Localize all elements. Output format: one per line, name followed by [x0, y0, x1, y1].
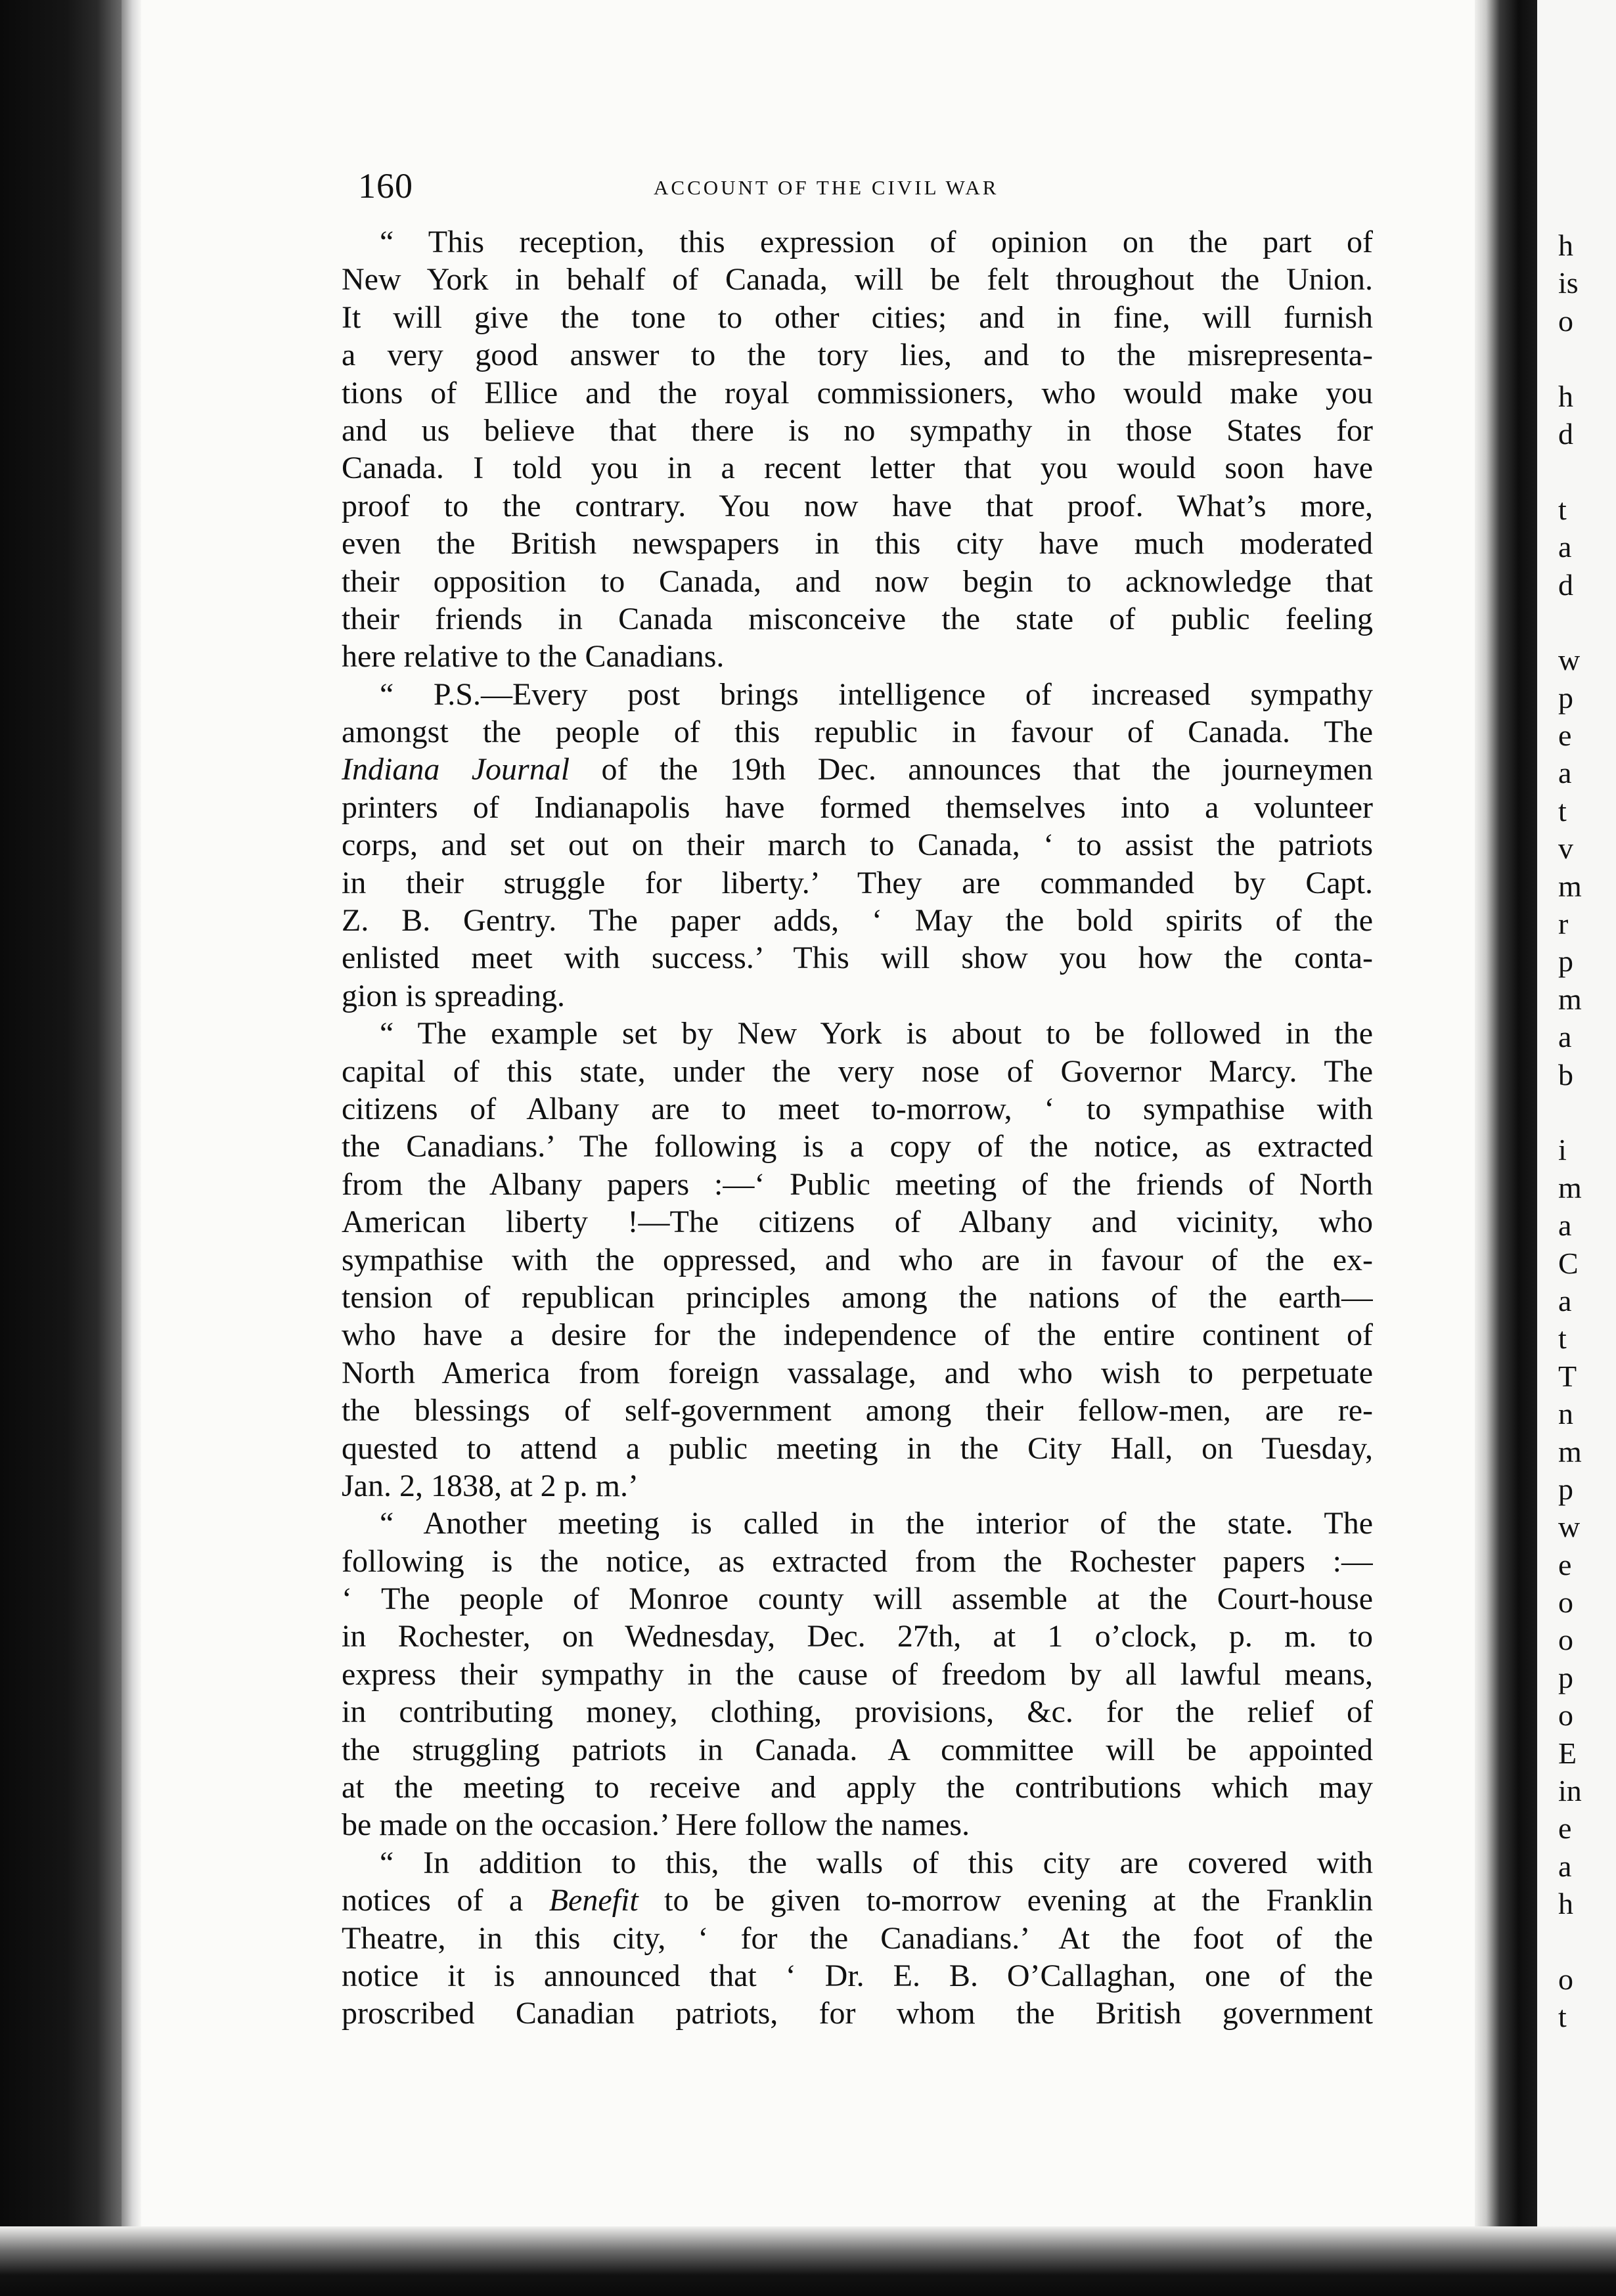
text-line-with-italic: Indiana Journal of the 19th Dec. announces that the journeymen — [342, 752, 1373, 787]
facing-fragment: h — [1558, 229, 1573, 262]
facing-fragment: d — [1558, 567, 1573, 602]
book-binding-shadow-left — [0, 0, 122, 2296]
facing-fragment: C — [1558, 1246, 1579, 1280]
italic-title-indiana-journal: Indiana Journal — [342, 752, 570, 787]
facing-fragment: o — [1558, 303, 1573, 338]
facing-fragment: a — [1558, 1020, 1572, 1054]
facing-fragment: h — [1558, 379, 1573, 413]
text-line: Theatre, in this city, ‘ for the Canadians.’ At the foot of the — [342, 1920, 1373, 1956]
text-line: their opposition to Canada, and now begin to acknowledge that — [342, 563, 1373, 599]
facing-fragment: p — [1558, 944, 1573, 979]
facing-fragment: e — [1558, 1811, 1572, 1845]
text-line: in Rochester, on Wednesday, Dec. 27th, at 1 o’clock, p. m. to — [342, 1619, 1373, 1654]
text-line: It will give the tone to other cities; and in fine, will furnish — [342, 299, 1373, 335]
text-line: tension of republican principles among the nations of the earth— — [342, 1279, 1373, 1315]
text-line: at the meeting to receive and apply the contributions which may — [342, 1770, 1373, 1805]
facing-fragment: d — [1558, 416, 1573, 451]
text-line: capital of this state, under the very nose of Governor Marcy. The — [342, 1053, 1373, 1089]
facing-fragment — [1558, 1923, 1616, 1960]
facing-fragment: a — [1558, 1208, 1572, 1243]
facing-fragment: t — [1558, 1321, 1567, 1356]
text-line: ‘ The people of Monroe county will assemble at the Court-house — [342, 1581, 1373, 1617]
facing-fragment: a — [1558, 530, 1572, 564]
text-line: corps, and set out on their march to Canada, ‘ to assist the patriots — [342, 828, 1373, 863]
text-line: proscribed Canadian patriots, for whom the British government — [342, 1996, 1373, 2031]
text-line: North America from foreign vassalage, and who wish to perpetuate — [342, 1355, 1373, 1390]
facing-fragment: e — [1558, 718, 1572, 753]
facing-fragment: p — [1558, 680, 1573, 715]
text-line: quested to attend a public meeting in the City Hall, on Tuesday, — [342, 1430, 1373, 1466]
text-line: enlisted meet with success.’ This will show you how the conta- — [342, 940, 1373, 976]
text-line: “ This reception, this expression of opinion on the part of — [380, 225, 1373, 259]
text-line: and us believe that there is no sympathy in those States for — [342, 412, 1373, 448]
text-line: Canada. I told you in a recent letter that you would soon have — [342, 451, 1373, 486]
facing-fragment: w — [1558, 643, 1581, 677]
text-line: “ The example set by New York is about to be followed in the — [380, 1016, 1373, 1051]
main-text-block — [342, 223, 1373, 2033]
text-line: gion is spreading. — [342, 978, 565, 1013]
text-line: in contributing money, clothing, provisions, &c. for the relief of — [342, 1694, 1373, 1730]
text-line: American liberty !—The citizens of Albany and vicinity, who — [342, 1204, 1373, 1240]
facing-fragment: w — [1558, 1510, 1581, 1544]
facing-fragment: o — [1558, 1585, 1573, 1620]
facing-fragment: p — [1558, 1472, 1573, 1506]
text-line: notice it is announced that ‘ Dr. E. B. O’Callaghan, one of the — [342, 1958, 1373, 1993]
facing-fragment — [1558, 604, 1616, 641]
text-line: tions of Ellice and the royal commissioners, who would make you — [342, 375, 1373, 410]
facing-fragment: v — [1558, 831, 1573, 866]
text-line: sympathise with the oppressed, and who are in favour of the ex- — [342, 1242, 1373, 1277]
facing-fragment: a — [1558, 1849, 1572, 1883]
text-line: from the Albany papers :—‘ Public meeting of the friends of North — [342, 1166, 1373, 1202]
page-edge-left — [122, 0, 141, 2296]
facing-fragment: r — [1558, 907, 1569, 941]
text-line: the Canadians.’ The following is a copy of the notice, as extracted — [342, 1129, 1373, 1164]
facing-fragment: is — [1558, 266, 1579, 300]
text-line: Z. B. Gentry. The paper adds, ‘ May the bold spirits of the — [342, 903, 1373, 938]
facing-fragment: E — [1558, 1736, 1577, 1770]
facing-page-text-fragments — [1558, 227, 1616, 2036]
facing-fragment — [1558, 453, 1616, 490]
text-line: Jan. 2, 1838, at 2 p. m.’ — [342, 1468, 639, 1503]
book-gutter-shadow-right — [1475, 0, 1537, 2296]
text-line: “ P.S.—Every post brings intelligence of increased sympathy — [380, 676, 1373, 712]
facing-fragment: h — [1558, 1887, 1573, 1921]
text-line: a very good answer to the tory lies, and to the misrepresenta- — [342, 338, 1373, 373]
facing-fragment: a — [1558, 1283, 1572, 1317]
facing-fragment — [1558, 1093, 1616, 1131]
text-line: here relative to the Canadians. — [342, 639, 725, 674]
facing-fragment: p — [1558, 1660, 1573, 1694]
text-line: even the British newspapers in this city have much moderated — [342, 526, 1373, 562]
facing-fragment: e — [1558, 1547, 1572, 1581]
text-line: following is the notice, as extracted from the Rochester papers :— — [342, 1543, 1373, 1579]
facing-fragment: t — [1558, 2000, 1567, 2034]
facing-fragment: m — [1558, 869, 1582, 903]
facing-fragment: a — [1558, 756, 1572, 790]
text-line: proof to the contrary. You now have that proof. What’s more, — [342, 488, 1373, 523]
italic-word-benefit: Benefit — [549, 1883, 639, 1918]
bottom-edge-shadow — [0, 2226, 1616, 2296]
text-line-with-italic: notices of a Benefit to be given to-morrow evening at the Franklin — [342, 1883, 1373, 1918]
facing-fragment: n — [1558, 1397, 1573, 1431]
text-line: “ Another meeting is called in the interior of the state. The — [380, 1506, 1373, 1541]
text-line: their friends in Canada misconceive the state of public feeling — [342, 601, 1373, 636]
page-number: 160 — [358, 166, 413, 206]
text-line: the struggling patriots in Canada. A committee will be appointed — [342, 1732, 1373, 1767]
facing-fragment — [1558, 340, 1616, 377]
page-header — [358, 163, 1370, 209]
facing-fragment: o — [1558, 1698, 1573, 1733]
text-line: printers of Indianapolis have formed themselves into a volunteer — [342, 789, 1373, 825]
facing-fragment: o — [1558, 1962, 1573, 1996]
text-line: “ In addition to this, the walls of this city are covered with — [380, 1845, 1373, 1880]
facing-fragment: in — [1558, 1774, 1582, 1808]
facing-fragment: m — [1558, 1434, 1582, 1468]
facing-fragment: T — [1558, 1359, 1577, 1393]
text-line: New York in behalf of Canada, will be felt throughout the Union. — [342, 262, 1373, 298]
text-line: citizens of Albany are to meet to-morrow, ‘ to sympathise with — [342, 1091, 1373, 1126]
facing-fragment: m — [1558, 982, 1582, 1016]
facing-fragment: m — [1558, 1170, 1582, 1204]
facing-fragment: b — [1558, 1057, 1573, 1092]
text-line: amongst the people of this republic in favour of Canada. The — [342, 715, 1373, 750]
text-line: express their sympathy in the cause of freedom by all lawful means, — [342, 1656, 1373, 1692]
facing-fragment: t — [1558, 793, 1567, 828]
text-line: be made on the occasion.’ Here follow the names. — [342, 1807, 970, 1843]
facing-fragment: t — [1558, 492, 1567, 526]
text-line: in their struggle for liberty.’ They are commanded by Capt. — [342, 865, 1373, 900]
text-line: the blessings of self-government among their fellow-men, are re- — [342, 1393, 1373, 1428]
facing-fragment: i — [1558, 1133, 1567, 1167]
running-head: ACCOUNT OF THE CIVIL WAR — [654, 176, 999, 199]
text-line: who have a desire for the independence of the entire continent of — [342, 1317, 1373, 1353]
facing-fragment: o — [1558, 1623, 1573, 1657]
